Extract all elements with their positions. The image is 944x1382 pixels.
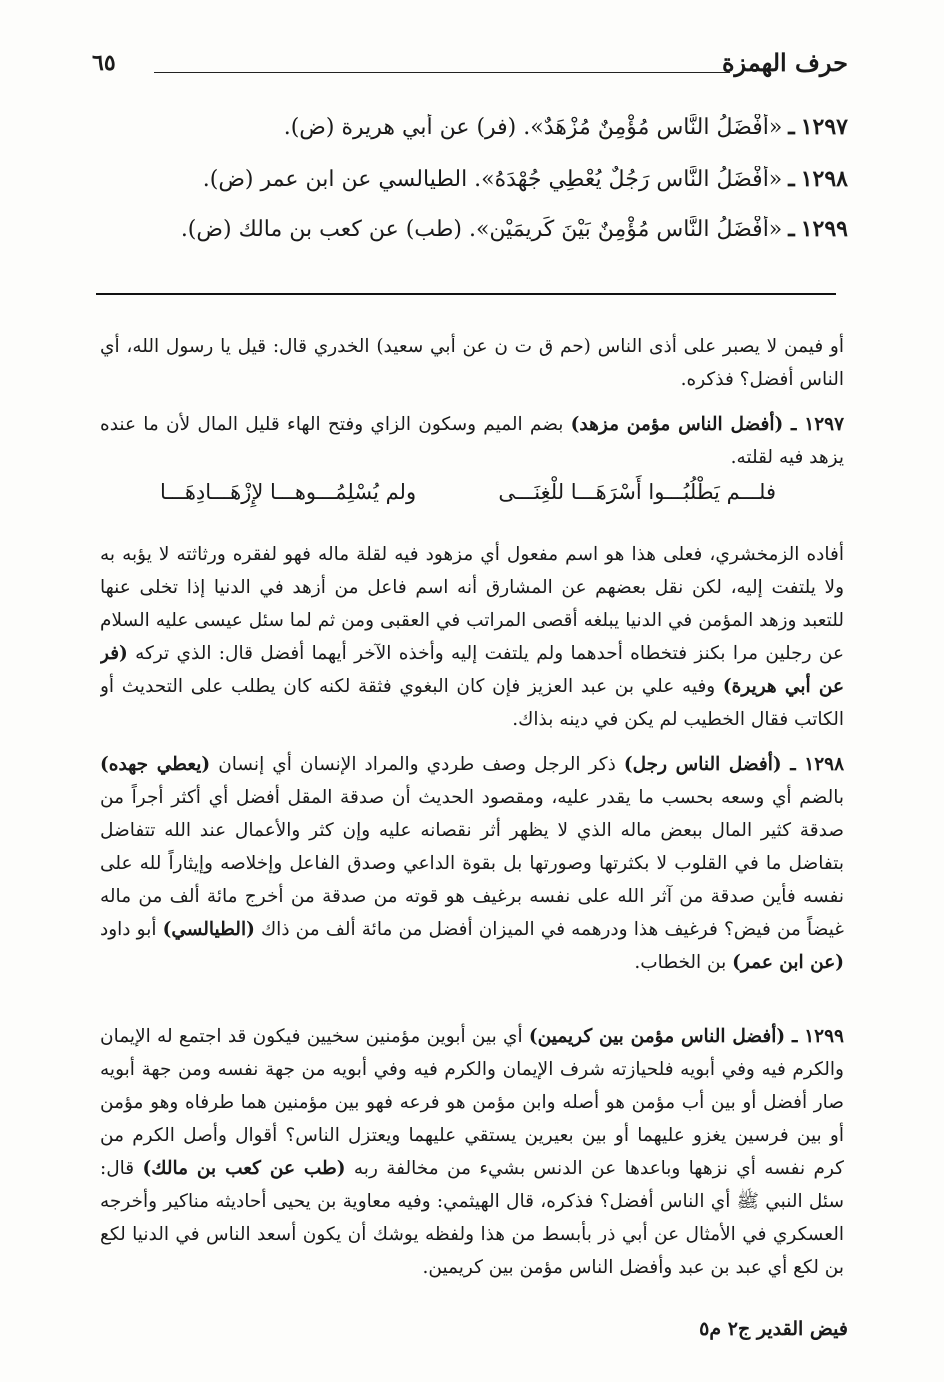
hadith-number: ١٢٩٧ [800, 114, 848, 140]
header-rule [154, 72, 730, 73]
commentary-text: ذكر الرجل وصف طردي والمراد الإنسان أي إنسان [210, 754, 624, 775]
quoted-phrase: (يعطي جهده) [100, 754, 211, 775]
commentary-text: بالضم أي وسعه بحسب ما يقدر عليه، ومقصود الحديث أن صدقة المقل أفضل أي أكثر أجراً من صدقة كثير المال ببعض ماله الذي لا يظهر أثر نقصانه عليه وإن كثر والأعمال عند الله تتفاضل بتفاضل ما في القلوب لا بكثرتها وصورتها بل بقوة الداعي وصدق الفاعل وإخلاصه وإيثاراً لله على نفسه فأين صدقة من آثر الله على نفسه برغيف هو قوته من صدقة من أخرج مائة ألف من ماله غيضاً من فيض؟ فرغيف هذا ودرهمه في الميزان أفضل من مائة ألف من ذاك [100, 787, 844, 940]
commentary-1297 [100, 408, 844, 478]
commentary-1299 [100, 1020, 844, 1300]
section-separator [96, 293, 836, 295]
hadith-text: «أَفْضَلُ النَّاسِ رَجُلٌ يُعْطِي جُهْدَهُ». الطيالسي عن ابن عمر (ض). [202, 167, 783, 192]
source-reference: (عن ابن عمر) [732, 952, 844, 973]
commentary-heading: ١٢٩٩ ـ (أفضل الناس مؤمن بين كريمين) [528, 1026, 844, 1047]
hadith-number: ١٢٩٨ [800, 166, 848, 192]
commentary-text: أي بين أبوين مؤمنين سخيين فيكون قد اجتمع له الإيمان والكرم فيه وفي أبويه فلحيازته شرف الإيمان والكرم فيه وفي أبويه من جهة نفسه ومن جهة أبويه صار أفضل أو بين أب مؤمن هو أصله وابن مؤمن هو فرعه فهو بين مؤمنين هما طرفاه وهو مؤمن أو بين فرسين يغزو عليهما أو بين بعيرين يستقي عليهما ويعتزل الناس؟ أقوال وأصل الكرم من كرم نفسه أي نزهها وباعدها عن الدنس بشيء من مخالفة ربه [100, 1026, 844, 1179]
commentary-text: أبو داود [100, 919, 163, 940]
hadith-number: ١٢٩٩ [800, 216, 848, 242]
page-number: ٦٥ [92, 50, 116, 76]
source-reference: (الطيالسي) [162, 919, 255, 940]
verse-first-hemistich: فلـــم يَطْلُبُـــوا أَسْرَهَـــا للْغِنَـــى [498, 480, 776, 504]
commentary-text: وفيه علي بن عبد العزيز فإن كان البغوي فثقة لكنه كان يطلب على التحديث أو الكاتب فقال الخطيب لم يكن في دينه بذاك. [100, 676, 844, 730]
verse-second-hemistich: ولم يُسْلِمُـــوهـــا لإِزْهَـــادِهَـــا [160, 480, 417, 504]
commentary-intro [100, 330, 844, 400]
commentary-heading: ١٢٩٧ ـ (أفضل الناس مؤمن مزهد) [570, 414, 844, 435]
hadith-1298: ١٢٩٨ـ«أَفْضَلُ النَّاسِ رَجُلٌ يُعْطِي جُهْدَهُ». الطيالسي عن ابن عمر (ض). [202, 166, 848, 192]
source-reference: (طب عن كعب بن مالك) [142, 1158, 346, 1179]
commentary-text: بن الخطاب. [634, 952, 733, 973]
page-header [92, 44, 848, 84]
commentary-text: بضم الميم وسكون الزاي وفتح الهاء قليل المال لأن ما عنده يزهد فيه لقلته. [100, 414, 844, 468]
commentary-1298 [100, 748, 844, 1012]
page-footer-signature: فيض القدير ج٢ م٥ [699, 1318, 848, 1340]
commentary-text: قال: سئل النبي ﷺ أي الناس أفضل؟ فذكره، قال الهيثمي: وفيه معاوية بن يحيى أحاديثه مناكير وأخرجه العسكري في الأمثال عن أبي ذر بأبسط من هذا ولفظه يوشك أن يكون أسعد الناس في الدنيا لكع بن لكع أي عبد بن عبد وأفضل الناس مؤمن بين كريمين. [100, 1158, 844, 1278]
source-reference: (فر عن أبي هريرة) [100, 643, 844, 697]
hadith-1299: ١٢٩٩ـ«أَفْضَلُ النَّاسِ مُؤْمِنٌ بَيْنَ كَرِيمَيْنِ». (طب) عن كعب بن مالك (ض). [180, 216, 848, 242]
intro-text: أو فيمن لا يصبر على أذى الناس (حم ق ت ن عن أبي سعيد) الخدري قال: قيل يا رسول الله، أي الناس أفضل؟ فذكره. [100, 336, 844, 390]
commentary-text: أفاده الزمخشري، فعلى هذا هو اسم مفعول أي مزهود فيه لقلة ماله فهو لفقره ورثاثته لا يؤبه به ولا يلتفت إليه، لكن نقل بعضهم عن المشارق أنه اسم فاعل من أزهد في الدنيا إذا تخلى عنها للتعبد وزهد المؤمن في الدنيا يبلغه أقصى المراتب في العقبى ومن ثم لما سئل عيسى عليه السلام عن رجلين مرا بكنز فتخطاه أحدهما ولم يلتفت إليه وأخذه الآخر أيهما أفضل قال: الذي تركه [100, 544, 844, 664]
hadith-1297: ١٢٩٧ـ«أَفْضَلُ النَّاسِ مُؤْمِنٌ مُزْهَدٌ». (فر) عن أبي هريرة (ض). [283, 114, 848, 140]
commentary-1297-continued [100, 538, 844, 738]
commentary-heading: ١٢٩٨ ـ (أفضل الناس رجل) [623, 754, 844, 775]
hadith-text: «أَفْضَلُ النَّاسِ مُؤْمِنٌ بَيْنَ كَرِيمَيْنِ». (طب) عن كعب بن مالك (ض). [180, 217, 783, 242]
chapter-title: حرف الهمزة [721, 48, 848, 77]
hadith-text: «أَفْضَلُ النَّاسِ مُؤْمِنٌ مُزْهَدٌ». (فر) عن أبي هريرة (ض). [283, 115, 783, 140]
